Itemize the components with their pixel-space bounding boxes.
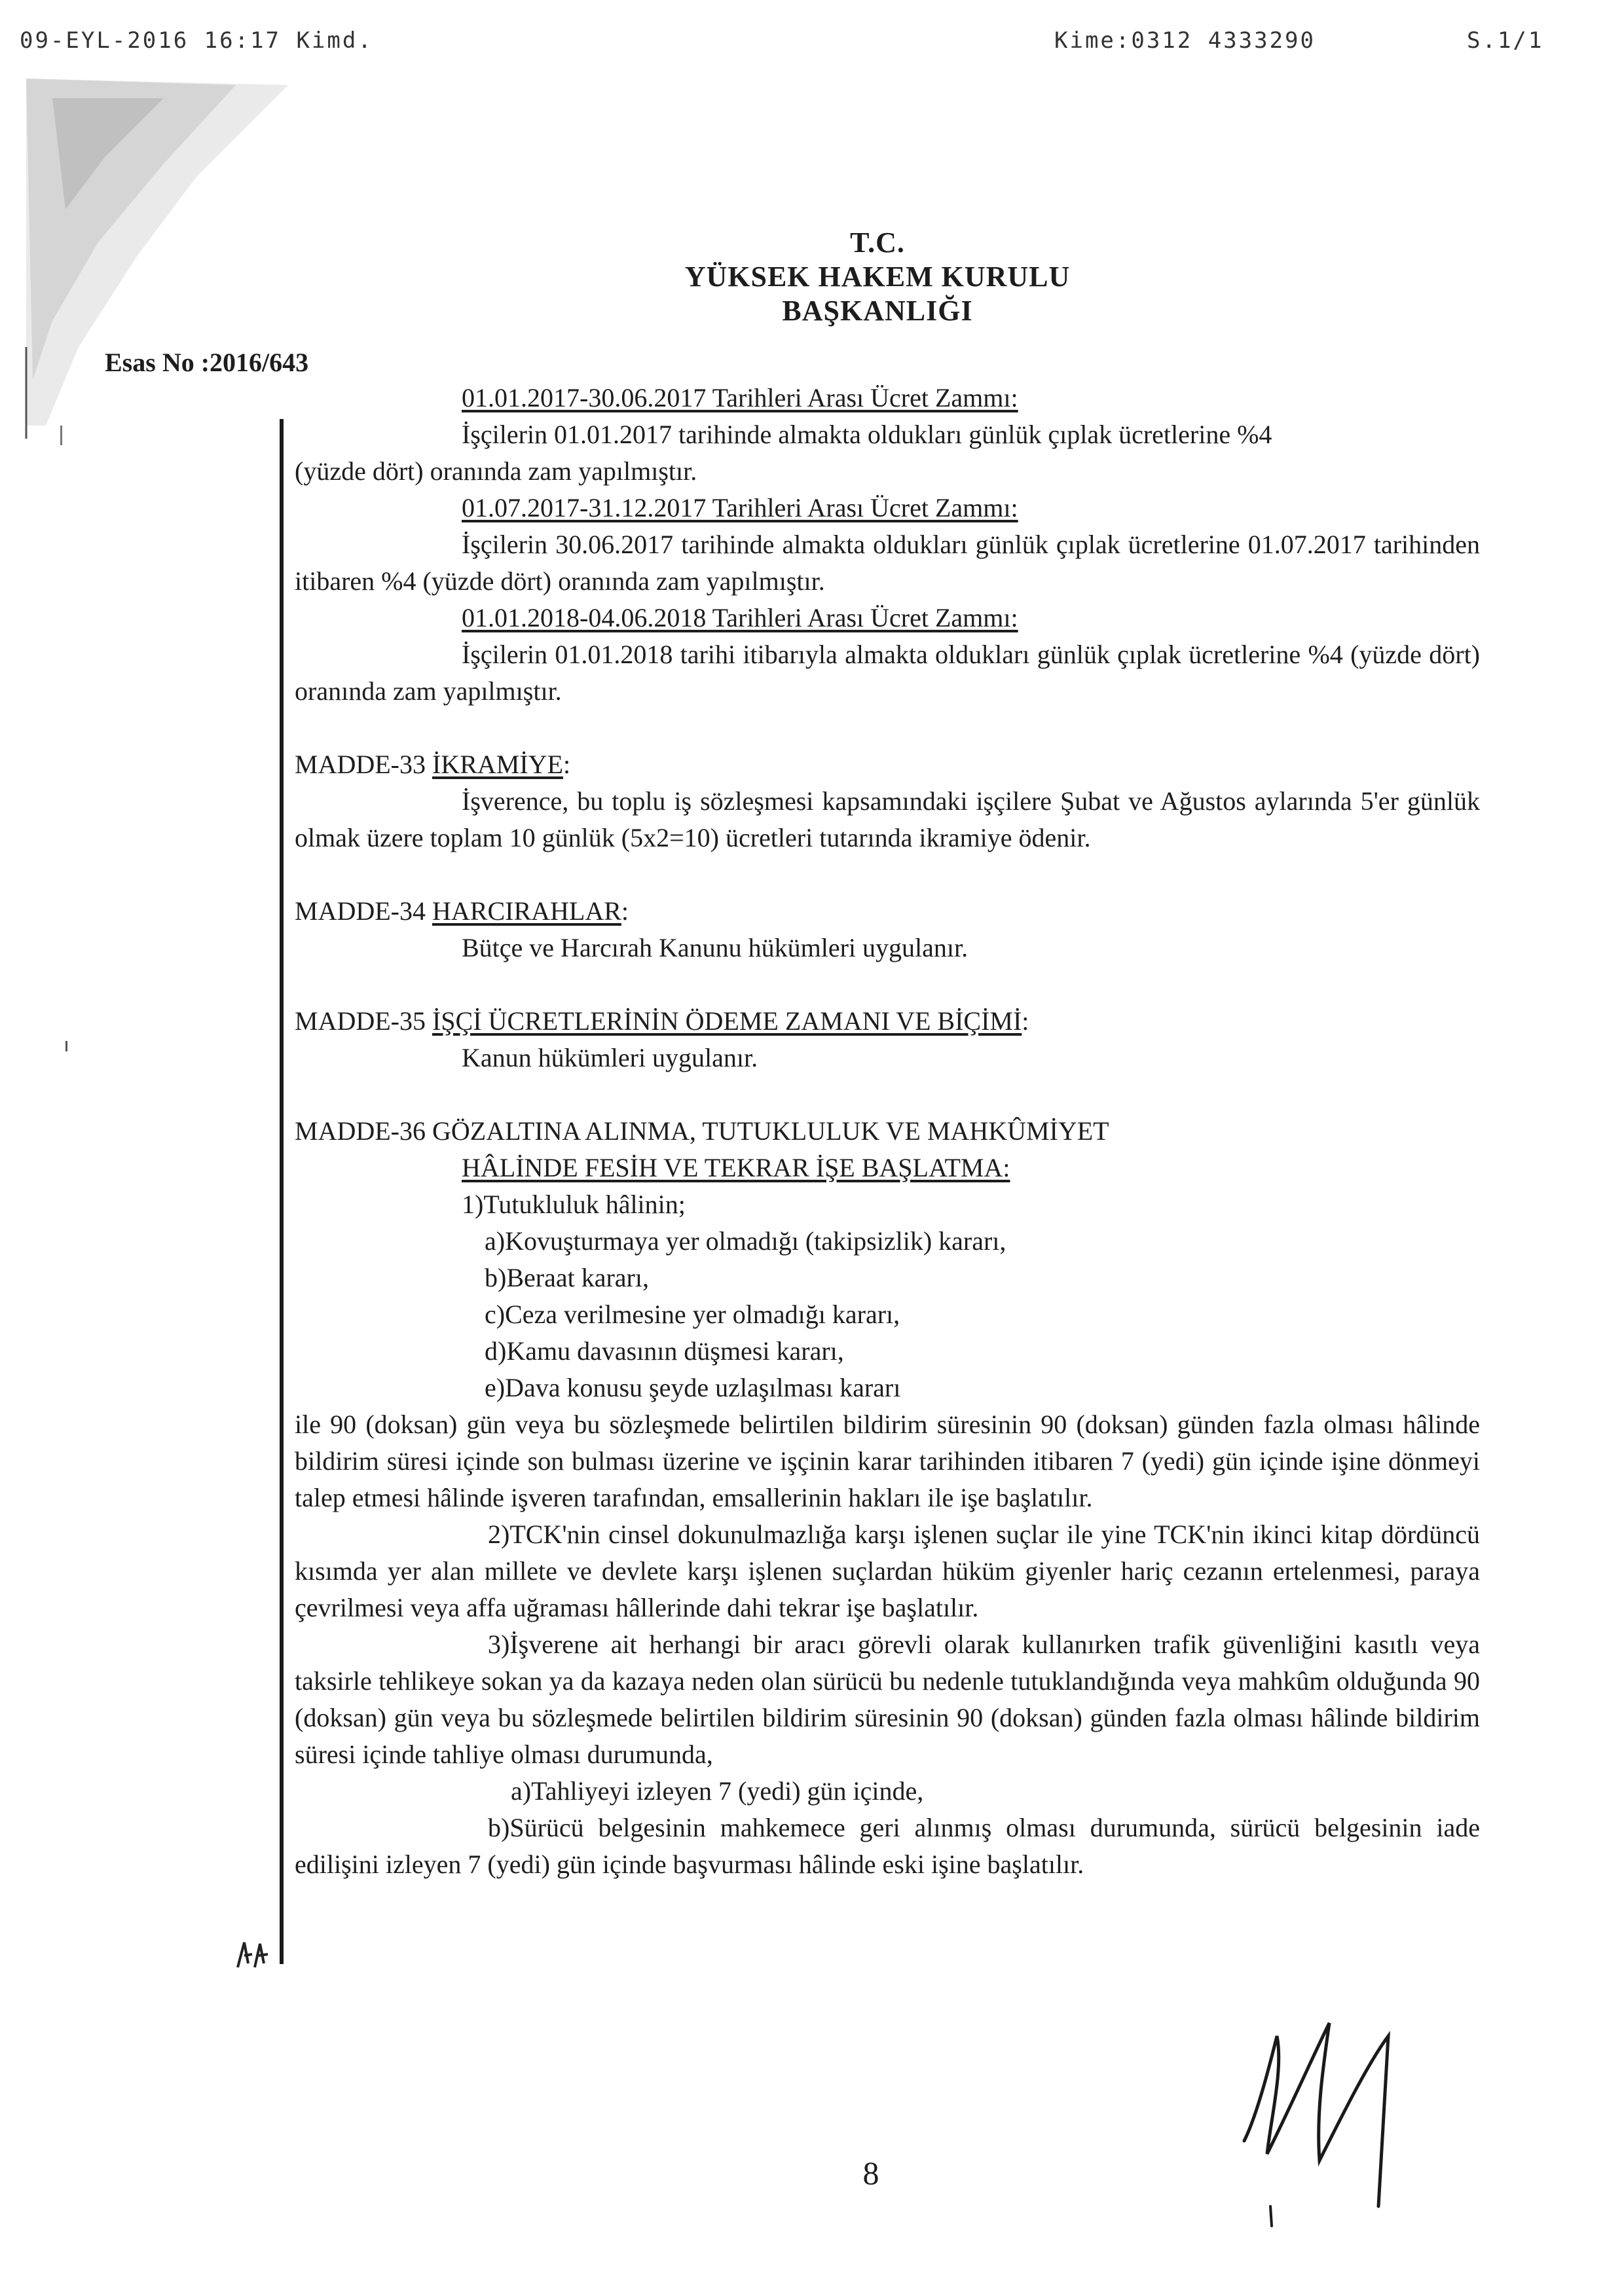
signature [1231, 2010, 1441, 2232]
institution-header [589, 226, 1166, 328]
list-item: b)Beraat kararı, [485, 1263, 649, 1292]
article-34-heading: MADDE-34 HARCIRAHLAR: [295, 896, 629, 926]
list-item: d)Kamu davasının düşmesi kararı, [485, 1336, 844, 1366]
fax-transmission-header [0, 27, 1624, 67]
margin-mark [60, 426, 62, 445]
list-item: c)Ceza verilmesine yer olmadığı kararı, [485, 1300, 900, 1329]
article-33-text: İşverence, bu toplu iş sözleşmesi kapsamındaki işçilere Şubat ve Ağustos aylarında 5'er günlük olmak üzere toplam 10 günlük (5x2=10) ücretleri tutarında ikramiye ödenir. [295, 786, 1480, 852]
article-35-heading: MADDE-35 İŞÇİ ÜCRETLERİNİN ÖDEME ZAMANI VE BİÇİMİ: [295, 1006, 1029, 1036]
raise-1-rest: (yüzde dört) oranında zam yapılmıştır. [295, 456, 697, 486]
case-number: Esas No :2016/643 [105, 348, 309, 377]
page-number: 8 [862, 2155, 879, 2191]
list-item: a)Tahliyeyi izleyen 7 (yedi) gün içinde, [511, 1776, 924, 1806]
header-institution: YÜKSEK HAKEM KURULU [684, 261, 1071, 293]
article-33-title: İKRAMİYE [432, 750, 563, 779]
article-36-para3-text: 3)İşverene ait herhangi bir aracı görevli olarak kullanırken trafik güvenliğini kasıtlı veya taksirle tehlikeye sokan ya da kazaya neden olan sürücü bu nedenle tutuklandığında veya mahkûm olduğunda 90 (doksan) gün veya bu sözleşmede belirtilen bildirim süresinin 90 (doksan) günden fazla olması hâlinde bildirim süresi içinde tahliye olması durumunda, [295, 1630, 1480, 1769]
list-item: a)Kovuşturmaya yer olmadığı (takipsizlik) kararı, [485, 1226, 1006, 1256]
raise-2-text: İşçilerin 30.06.2017 tarihinde almakta oldukları günlük çıplak ücretlerine 01.07.2017 tarihinden itibaren %4 (yüzde dört) oranında zam yapılmıştır. [295, 530, 1480, 596]
raise-1-title: 01.01.2017-30.06.2017 Tarihleri Arası Ücret Zammı: [462, 383, 1018, 412]
article-34-title: HARCIRAHLAR [432, 896, 621, 926]
article-36-para1-text: ile 90 (doksan) gün veya bu sözleşmede belirtilen bildirim süresinin 90 (doksan) günden fazla olması hâlinde bildirim süresi içinde son bulması üzerine ve işçinin karar tarihinden itibaren 7 (yedi) gün içinde işine dönmeyi talep etmesi hâlinde işveren tarafından, emsallerinin hakları ile işe başlatılır. [295, 1410, 1480, 1512]
raise-1-first-line: İşçilerin 01.01.2017 tarihinde almakta oldukları günlük çıplak ücretlerine %4 [462, 420, 1272, 449]
article-34-text: Bütçe ve Harcırah Kanunu hükümleri uygulanır. [462, 933, 969, 962]
header-presidency: BAŞKANLIĞI [782, 295, 973, 327]
article-36-para3-b: b)Sürücü belgesinin mahkemece geri alınmış olması durumunda, sürücü belgesinin iade edilişini izleyen 7 (yedi) gün içinde başvurması hâlinde eski işine başlatılır. [295, 1813, 1480, 1879]
article-33-heading: MADDE-33 İKRAMİYE: [295, 750, 571, 779]
left-margin-rule [280, 419, 284, 1964]
article-36-heading-line1: MADDE-36 GÖZALTINA ALINMA, TUTUKLULUK VE MAHKÛMİYET [295, 1116, 1109, 1146]
fax-stamp-mark [0, 72, 301, 439]
article-36-para1-intro: 1)Tutukluluk hâlinin; [462, 1190, 686, 1219]
fax-recipient-number: Kime:0312 4333290 [1054, 27, 1316, 54]
article-36-para2-text: 2)TCK'nin cinsel dokunulmazlığa karşı işlenen suçlar ile yine TCK'nin ikinci kitap dördüncü kısımda yer alan millete ve devlete karşı işlenen suçlardan hüküm giyenler hariç cezanın ertelenmesi, paraya çevrilmesi veya affa uğraması hâllerinde dahi tekrar işe başlatılır. [295, 1520, 1480, 1622]
raise-3-title: 01.01.2018-04.06.2018 Tarihleri Arası Ücret Zammı: [462, 603, 1018, 632]
article-35-title: İŞÇİ ÜCRETLERİNİN ÖDEME ZAMANI VE BİÇİMİ [432, 1006, 1022, 1036]
fax-page-count: S.1/1 [1467, 27, 1544, 54]
article-35-text: Kanun hükümleri uygulanır. [462, 1043, 758, 1072]
header-tc: T.C. [850, 227, 905, 259]
fax-date-sender: 09-EYL-2016 16:17 Kimd. [20, 27, 373, 54]
raise-2-title: 01.07.2017-31.12.2017 Tarihleri Arası Ücret Zammı: [462, 493, 1018, 522]
list-item: e)Dava konusu şeyde uzlaşılması kararı [485, 1373, 901, 1402]
document-body [295, 380, 1480, 1883]
margin-mark [65, 1041, 67, 1051]
initials-mark [232, 1935, 272, 1974]
raise-3-text: İşçilerin 01.01.2018 tarihi itibarıyla almakta oldukları günlük çıplak ücretlerine %4 (yüzde dört) oranında zam yapılmıştır. [295, 640, 1480, 706]
article-36-heading-line2: HÂLİNDE FESİH VE TEKRAR İŞE BAŞLATMA: [462, 1153, 1010, 1182]
